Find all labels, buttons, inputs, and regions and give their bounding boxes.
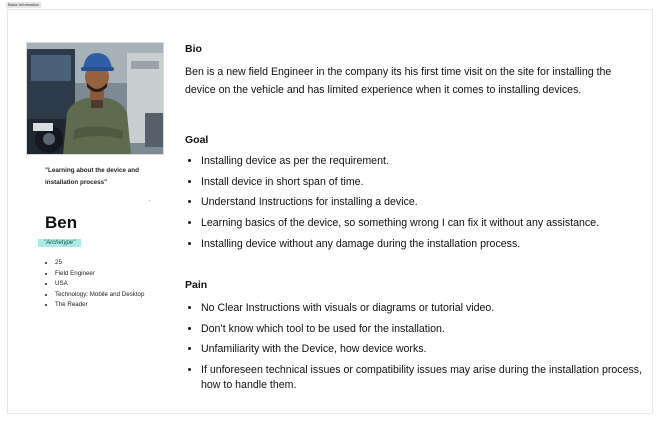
fact-technology: • Technology: Mobile and Desktop: [55, 290, 155, 301]
goal-item: • Understand Instructions for installing a device.: [201, 195, 656, 210]
pain-title: Pain: [185, 279, 208, 291]
fact-location: • USA: [55, 279, 155, 290]
goal-list: [185, 154, 656, 251]
goal-item: • Install device in short span of time.: [201, 175, 656, 190]
pain-item: • No Clear Instructions with visuals or diagrams or tutorial video.: [201, 301, 656, 316]
fact-type: • The Reader: [55, 300, 155, 311]
bio-title: Bio: [185, 43, 202, 55]
goal-title: Goal: [185, 134, 209, 146]
pain-item: • Don’t know which tool to be used for the installation.: [201, 322, 656, 337]
persona-photo: [26, 42, 164, 155]
goal-item: • Installing device as per the requirement.: [201, 154, 656, 169]
pain-item: • If unforeseen technical issues or compatibility issues may arise during the installation process, how to handle them.: [201, 363, 656, 392]
goal-item: • Learning basics of the device, so something wrong I can fix it without any assistance.: [201, 216, 656, 231]
divider-dot: [149, 200, 150, 201]
persona-facts-list: [45, 258, 155, 311]
tab-basic-information[interactable]: Basic Information: [8, 2, 39, 7]
persona-quote: "Learning about the device and installation process": [45, 167, 139, 186]
pain-list: [185, 301, 656, 392]
archetype-tag: "Archetype": [38, 239, 81, 247]
fact-age: • 25: [55, 258, 155, 269]
bio-text: Ben is a new field Engineer in the company its his first time visit on the site for installing the device on the vehicle and has limited experience when it comes to installing devices.: [185, 66, 612, 96]
goal-item: • Installing device without any damage during the installation process.: [201, 237, 656, 252]
fact-role: • Field Engineer: [55, 269, 155, 280]
pain-item: • Unfamiliarity with the Device, how device works.: [201, 342, 656, 357]
persona-name: Ben: [45, 213, 78, 232]
